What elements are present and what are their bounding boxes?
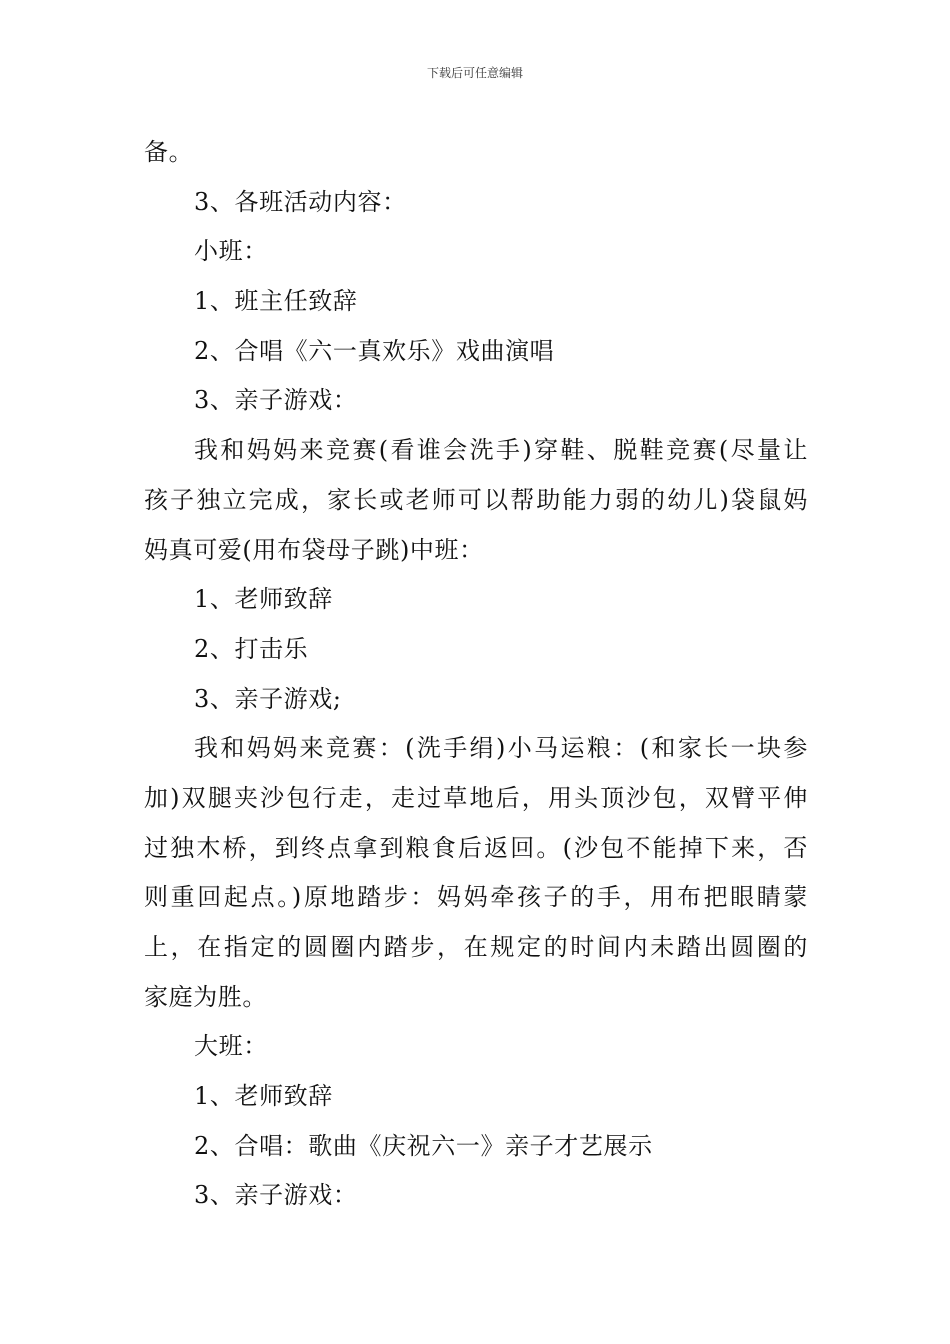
text-line: 1、老师致辞 [194,1082,333,1111]
text-line: 备。 [144,138,194,166]
text-line: 则重回起点。)原地踏步：妈妈牵孩子的手，用布把眼睛蒙 [144,883,808,912]
text-line: 小班： [194,237,268,266]
document-body [144,128,808,1221]
text-line: 上，在指定的圆圈内踏步，在规定的时间内未踏出圆圈的 [144,933,808,961]
text-line: 1、班主任致辞 [194,287,358,316]
text-line: 2、打击乐 [194,634,309,663]
text-line: 我和妈妈来竞赛：(洗手绢)小马运粮：(和家长一块参 [194,734,808,763]
text-line: 过独木桥，到终点拿到粮食后返回。(沙包不能掉下来，否 [144,833,808,862]
text-line: 3、亲子游戏; [194,684,342,713]
text-line: 1、老师致辞 [194,585,333,614]
text-line: 加)双腿夹沙包行走，走过草地后，用头顶沙包，双臂平伸 [144,783,808,812]
text-line: 2、合唱《六一真欢乐》戏曲演唱 [194,336,555,365]
page-header-note: 下载后可任意编辑 [426,66,523,80]
text-line: 3、各班活动内容： [194,187,407,216]
text-line: 2、合唱：歌曲《庆祝六一》亲子才艺展示 [194,1131,653,1160]
text-line: 3、亲子游戏： [194,1181,358,1210]
text-line: 大班： [194,1032,268,1061]
text-line: 家庭为胜。 [144,982,267,1011]
text-line: 孩子独立完成，家长或老师可以帮助能力弱的幼儿)袋鼠妈 [144,485,808,514]
text-line: 我和妈妈来竞赛(看谁会洗手)穿鞋、脱鞋竞赛(尽量让 [194,436,808,465]
text-line: 妈真可爱(用布袋母子跳)中班： [144,535,484,564]
text-line: 3、亲子游戏： [194,386,358,415]
